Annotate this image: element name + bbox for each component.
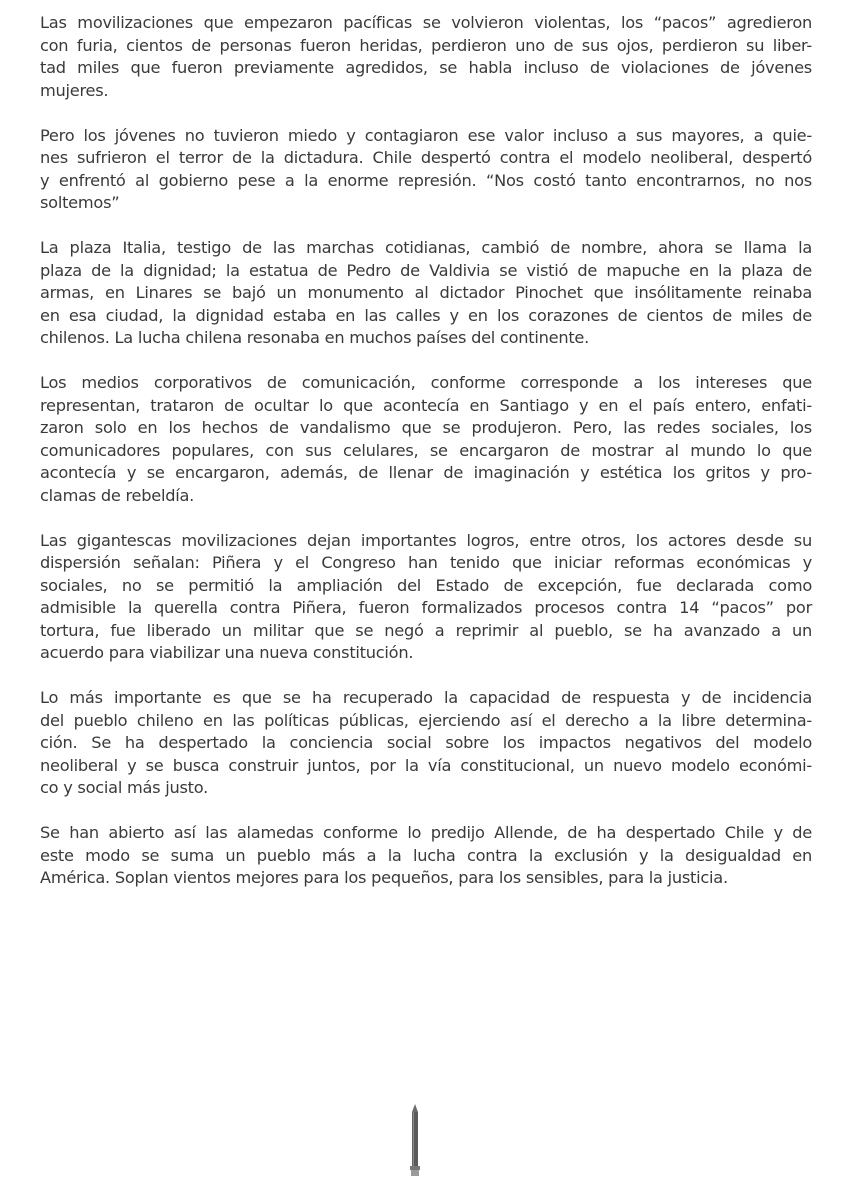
text-line: admisible la querella contra Piñera, fueron formalizados procesos contra 14 “pacos” por [40,598,812,617]
text-line: Pero los jóvenes no tuvieron miedo y contagiaron ese valor incluso a sus mayores, a quie- [40,125,812,145]
text-line: ción. Se ha despertado la conciencia social sobre los impactos negativos del modelo [40,733,812,752]
text-line: neoliberal y se busca construir juntos, por la vía constitucional, un nuevo modelo económi- [40,755,812,775]
paragraph-4 [40,372,812,507]
text-line: acontecía y se encargaron, además, de llenar de imaginación y estética los gritos y pro- [40,463,812,482]
text-line: Las movilizaciones que empezaron pacíficas se volvieron violentas, los “pacos” agredieron [40,13,812,32]
text-line: Lo más importante es que se ha recuperado la capacidad de respuesta y de incidencia [40,688,812,707]
text-line: armas, en Linares se bajó un monumento al dictador Pinochet que insólitamente reinaba [40,283,812,302]
text-line: comunicadores populares, con sus celulares, se encargaron de mostrar al mundo lo que [40,440,812,460]
text-line: del pueblo chileno en las políticas públicas, ejerciendo así el derecho a la libre determina- [40,710,812,730]
text-line: este modo se suma un pueblo más a la lucha contra la exclusión y la desigualdad en [40,845,812,865]
text-line: clamas de rebeldía. [40,485,195,505]
paragraph-5 [40,530,812,665]
paragraph-3 [40,237,812,350]
text-line: Las gigantescas movilizaciones dejan importantes logros, entre otros, los actores desde su [40,530,812,550]
text-line: en esa ciudad, la dignidad estaba en las calles y en los corazones de cientos de miles de [40,305,812,325]
text-line: tad miles que fueron previamente agredidos, se habla incluso de violaciones de jóvenes [40,58,812,77]
paragraph-2 [40,125,812,215]
text-line: representan, trataron de ocultar lo que acontecía en Santiago y en el país entero, enfati- [40,395,812,415]
text-line: sociales, no se permitió la ampliación del Estado de excepción, fue declarada como [40,575,812,595]
text-line: Se han abierto así las alamedas conforme lo predijo Allende, de ha despertado Chile y de [40,823,812,842]
text-line: dispersión señalan: Piñera y el Congreso han tenido que iniciar reformas económicas y [40,553,812,572]
pencil-icon [409,1104,421,1176]
paragraph-7 [40,822,812,890]
text-line: nes sufrieron el terror de la dictadura. Chile despertó contra el modelo neoliberal, despertó [40,148,812,167]
text-line: soltemos” [40,193,120,212]
text-line: zaron solo en los hechos de vandalismo que se produjeron. Pero, las redes sociales, los [40,418,812,437]
text-line: mujeres. [40,80,109,100]
paragraph-6 [40,687,812,800]
text-line: co y social más justo. [40,778,209,797]
text-line: plaza de la dignidad; la estatua de Pedro de Valdivia se vistió de mapuche en la plaza de [40,260,812,280]
paragraph-1 [40,12,812,102]
text-line: Los medios corporativos de comunicación, conforme corresponde a los intereses que [40,373,812,392]
text-line: con furia, cientos de personas fueron heridas, perdieron uno de sus ojos, perdieron su liber- [40,35,812,55]
text-line: y enfrentó al gobierno pese a la enorme represión. “Nos costó tanto encontrarnos, no nos [40,170,812,190]
text-line: La plaza Italia, testigo de las marchas cotidianas, cambió de nombre, ahora se llama la [40,238,812,257]
text-line: acuerdo para viabilizar una nueva constitución. [40,643,414,662]
text-line: chilenos. La lucha chilena resonaba en muchos países del continente. [40,328,590,347]
text-line: tortura, fue liberado un militar que se negó a reprimir al pueblo, se ha avanzado a un [40,620,812,640]
text-line: América. Soplan vientos mejores para los pequeños, para los sensibles, para la justicia. [40,868,728,887]
article-body [40,12,812,912]
